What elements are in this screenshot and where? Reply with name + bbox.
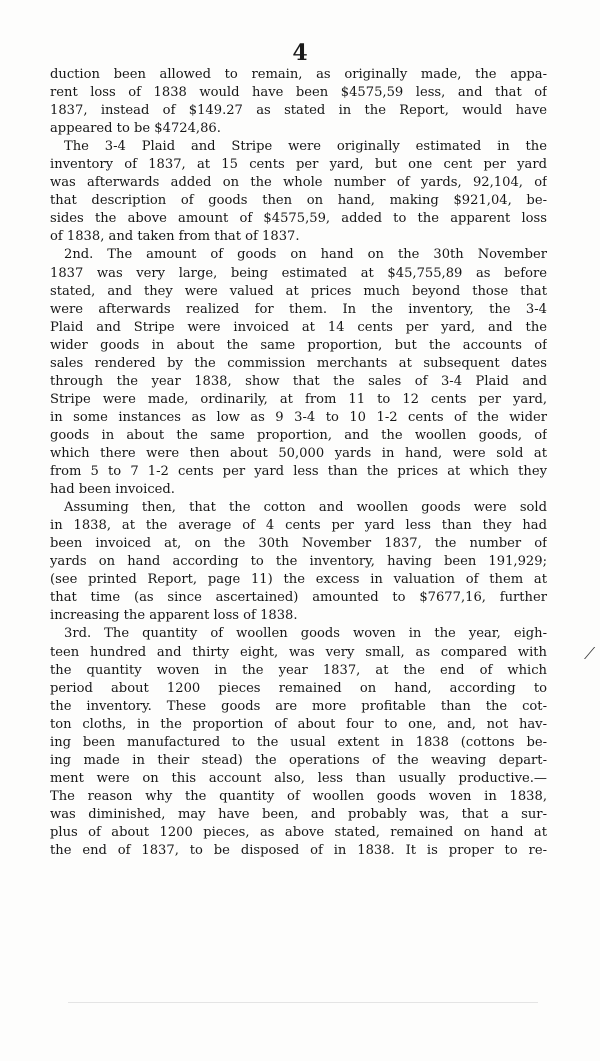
- text-line: stated, and they were valued at prices much beyond those that: [50, 283, 547, 299]
- text-line: that description of goods then on hand, making $921,04, be-: [50, 193, 547, 209]
- text-line: the quantity woven in the year 1837, at the end of which: [50, 662, 547, 678]
- text-line: (see printed Report, page 11) the excess in valuation of them at: [50, 572, 547, 588]
- text-line: yards on hand according to the inventory, having been 191,929;: [50, 554, 547, 570]
- text-line: 1837 was very large, being estimated at $45,755,89 as before: [50, 265, 547, 281]
- margin-pencil-mark: ⟋: [584, 644, 596, 663]
- text-line: appeared to be $4724,86.: [50, 121, 221, 137]
- text-line: ing made in their stead) the operations of the weaving depart-: [50, 752, 547, 768]
- paragraph-1: [50, 66, 547, 138]
- paragraph-5: [50, 625, 547, 860]
- text-line: had been invoiced.: [50, 482, 175, 498]
- text-line: ton cloths, in the proportion of about four to one, and, not hav-: [50, 716, 547, 732]
- text-line: from 5 to 7 1-2 cents per yard less than the prices at which they: [50, 464, 547, 480]
- text-line: Plaid and Stripe were invoiced at 14 cents per yard, and the: [50, 319, 547, 335]
- text-line: in some instances as low as 9 3-4 to 10 1-2 cents of the wider: [50, 409, 547, 425]
- text-line: 1837, instead of $149.27 as stated in the Report, would have: [50, 103, 547, 119]
- text-line: wider goods in about the same proportion, but the accounts of: [50, 337, 547, 353]
- text-line: of 1838, and taken from that of 1837.: [50, 229, 300, 245]
- text-line: plus of about 1200 pieces, as above stated, remained on hand at: [50, 824, 547, 840]
- text-line: rent loss of 1838 would have been $4575,59 less, and that of: [50, 85, 547, 101]
- text-line: been invoiced at, on the 30th November 1837, the number of: [50, 536, 547, 552]
- text-line: The 3-4 Plaid and Stripe were originally estimated in the: [64, 139, 547, 155]
- text-line: sides the above amount of $4575,59, added to the apparent loss: [50, 211, 547, 227]
- paragraph-4: [50, 499, 547, 625]
- text-line: that time (as since ascertained) amounted to $7677,16, further: [50, 590, 547, 606]
- text-line: were afterwards realized for them. In the inventory, the 3-4: [50, 301, 547, 317]
- body-text: [50, 66, 547, 860]
- text-line: duction been allowed to remain, as originally made, the appa-: [50, 67, 547, 82]
- text-line: was afterwards added on the whole number of yards, 92,104, of: [50, 175, 547, 191]
- text-line: ment were on this account also, less than usually productive.—: [50, 770, 547, 786]
- text-line: the inventory. These goods are more profitable than the cot-: [50, 698, 547, 714]
- page-number: 4: [292, 40, 308, 66]
- text-line: period about 1200 pieces remained on hand, according to: [50, 680, 547, 696]
- text-line: was diminished, may have been, and probably was, that a sur-: [50, 806, 547, 822]
- page-bottom-shadow: [68, 1002, 538, 1003]
- text-line: goods in about the same proportion, and the woollen goods, of: [50, 427, 547, 443]
- text-line: The reason why the quantity of woollen goods woven in 1838,: [50, 788, 547, 804]
- text-line: 3rd. The quantity of woollen goods woven in the year, eigh-: [64, 626, 547, 642]
- text-line: Stripe were made, ordinarily, at from 11 to 12 cents per yard,: [50, 391, 547, 407]
- text-line: Assuming then, that the cotton and woollen goods were sold: [64, 500, 547, 516]
- text-line: teen hundred and thirty eight, was very small, as compared with: [50, 644, 547, 660]
- text-line: the end of 1837, to be disposed of in 1838. It is proper to re-: [50, 843, 547, 859]
- paragraph-3: [50, 246, 547, 499]
- text-line: ing been manufactured to the usual extent in 1838 (cottons be-: [50, 734, 547, 750]
- text-line: which there were then about 50,000 yards in hand, were sold at: [50, 445, 547, 461]
- text-line: through the year 1838, show that the sales of 3-4 Plaid and: [50, 373, 547, 389]
- text-line: 2nd. The amount of goods on hand on the 30th November: [64, 247, 547, 263]
- text-line: inventory of 1837, at 15 cents per yard, but one cent per yard: [50, 157, 547, 173]
- text-line: increasing the apparent loss of 1838.: [50, 608, 298, 624]
- text-line: in 1838, at the average of 4 cents per yard less than they had: [50, 518, 547, 534]
- text-line: sales rendered by the commission merchants at subsequent dates: [50, 355, 547, 371]
- paragraph-2: [50, 138, 547, 246]
